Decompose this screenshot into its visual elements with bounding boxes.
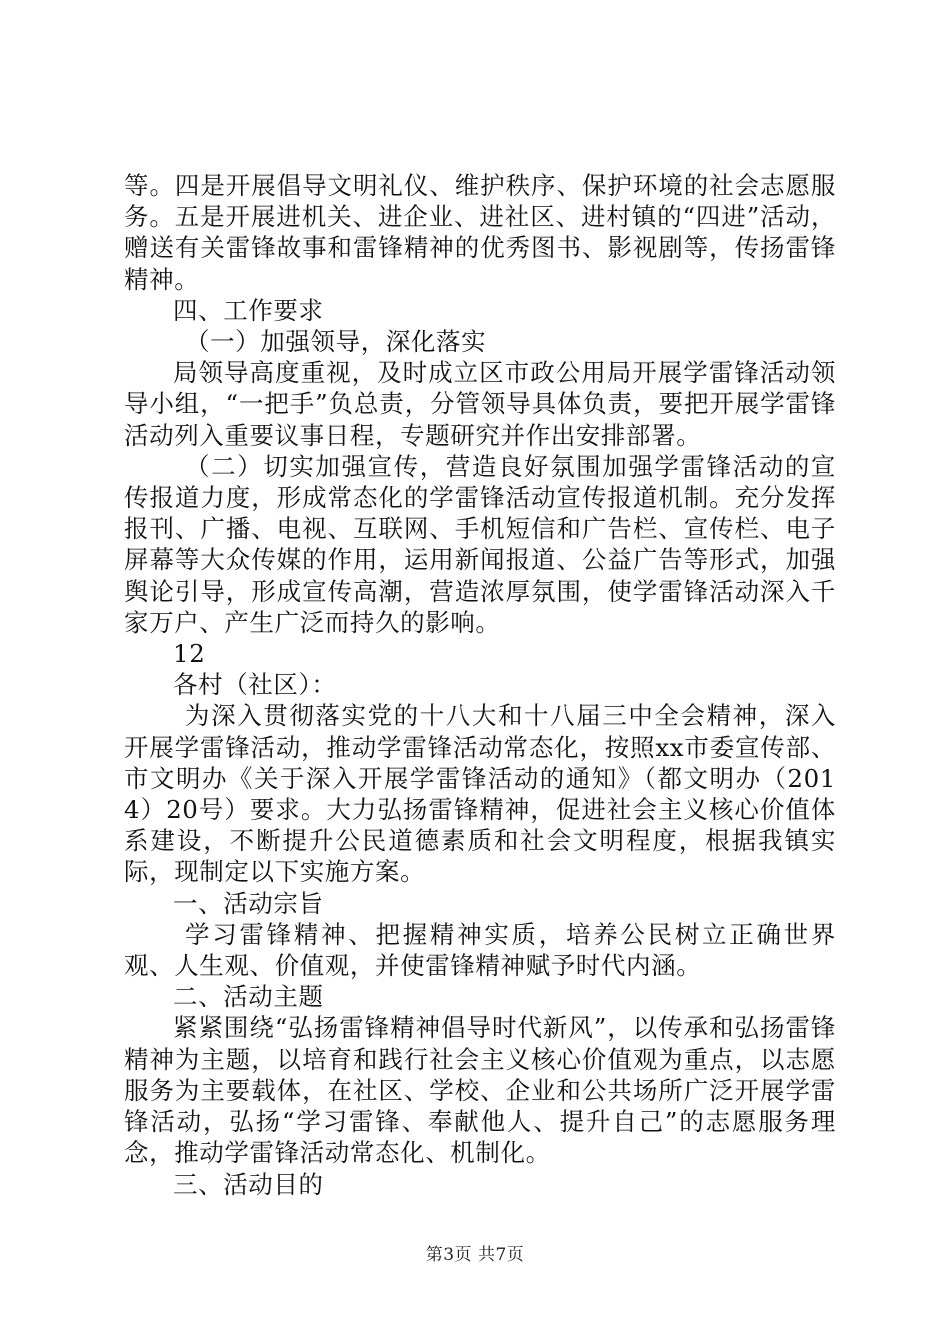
paragraph-continuation: 等。四是开展倡导文明礼仪、维护秩序、保护环境的社会志愿服务。五是开展进机关、进企业、进社区、进村镇的“四进”活动，赠送有关雷锋故事和雷锋精神的优秀图书、影视剧等，传扬雷锋精神。 bbox=[124, 171, 836, 294]
section-heading-goal: 三、活动目的 bbox=[173, 1169, 324, 1199]
paragraph-purpose: 学习雷锋精神、把握精神实质，培养公民树立正确世界观、人生观、价值观，并使雷锋精神赋予时代内涵。 bbox=[124, 919, 836, 981]
salutation: 各村（社区）： bbox=[173, 670, 337, 700]
paragraph-publicity: （二）切实加强宣传，营造良好氛围加强学雷锋活动的宣传报道力度，形成常态化的学雷锋活动宣传报道机制。充分发挥报刊、广播、电视、互联网、手机短信和广告栏、宣传栏、电子屏幕等大众传媒的作用，运用新闻报道、公益广告等形式，加强舆论引导，形成宣传高潮，营造浓厚氛围，使学雷锋活动深入千家万户、产生广泛而持久的影响。 bbox=[124, 451, 836, 637]
paragraph-leadership: 局领导高度重视，及时成立区市政公用局开展学雷锋活动领导小组，“一把手”负总责，分管领导具体负责，要把开展学雷锋活动列入重要议事日程，专题研究并作出安排部署。 bbox=[124, 358, 836, 450]
page-footer: 第3页 共7页 bbox=[425, 1245, 525, 1265]
section-heading-requirements: 四、工作要求 bbox=[173, 295, 324, 325]
section-heading-theme: 二、活动主题 bbox=[173, 982, 324, 1012]
section-heading-purpose: 一、活动宗旨 bbox=[173, 888, 324, 918]
page-number-marker: 12 bbox=[173, 639, 206, 669]
document-body bbox=[124, 170, 836, 1200]
paragraph-intro: 为深入贯彻落实党的十八大和十八届三中全会精神，深入开展学雷锋活动，推动学雷锋活动常态化，按照xx市委宣传部、市文明办《关于深入开展学雷锋活动的通知》（都文明办（2014）20号）要求。大力弘扬雷锋精神，促进社会主义核心价值体系建设，不断提升公民道德素质和社会文明程度，根据我镇实际，现制定以下实施方案。 bbox=[124, 701, 836, 887]
paragraph-theme: 紧紧围绕“弘扬雷锋精神倡导时代新风”，以传承和弘扬雷锋精神为主题，以培育和践行社会主义核心价值观为重点，以志愿服务为主要载体，在社区、学校、企业和公共场所广泛开展学雷锋活动，弘扬“学习雷锋、奉献他人、提升自己”的志愿服务理念，推动学雷锋活动常态化、机制化。 bbox=[124, 1013, 836, 1168]
subheading-leadership: （一）加强领导，深化落实 bbox=[185, 327, 487, 357]
